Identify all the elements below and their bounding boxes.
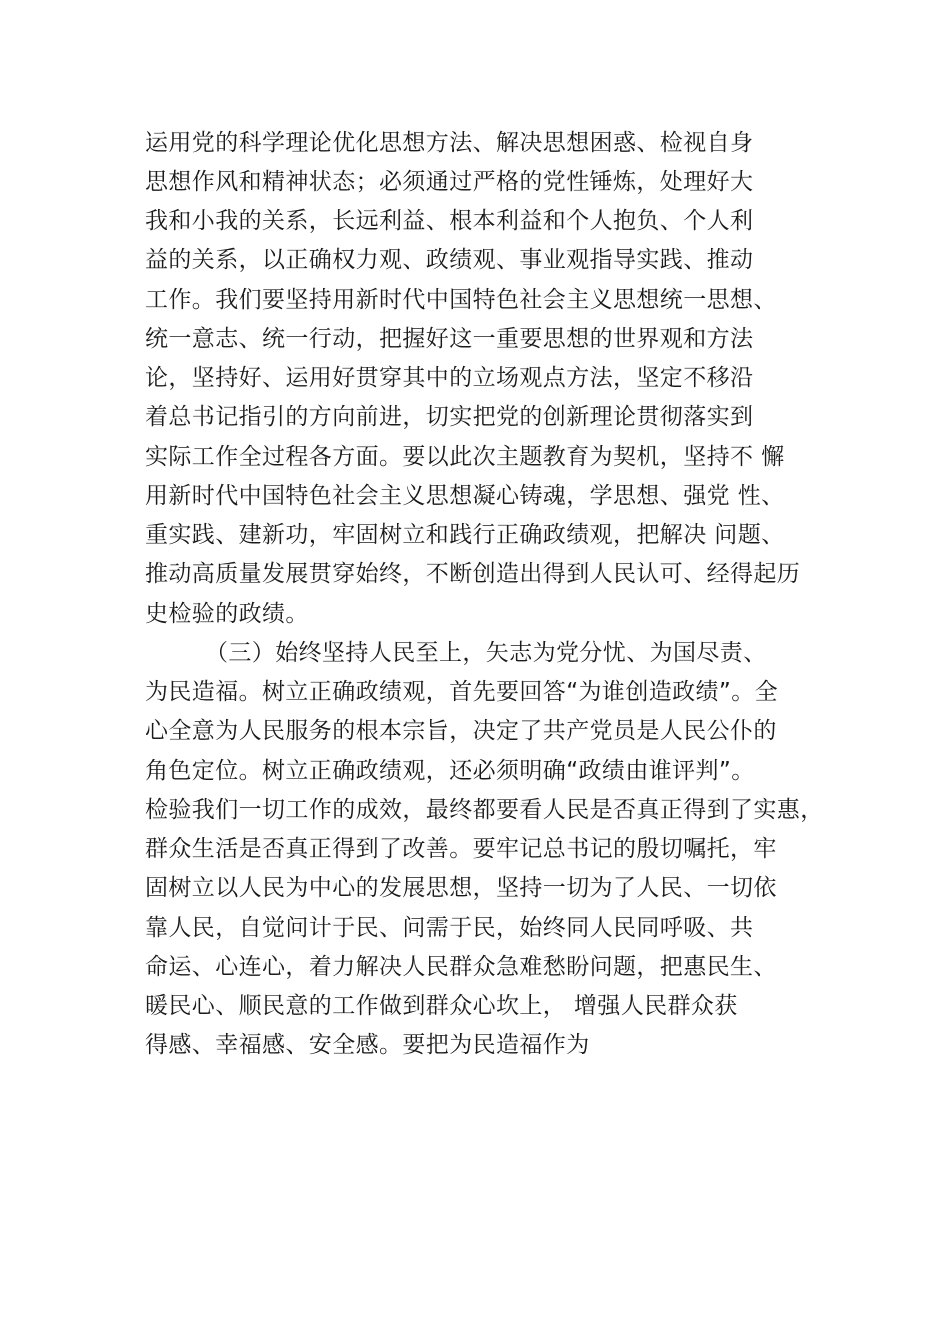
text-line: 用新时代中国特色社会主义思想凝心铸魂，学思想、强党 性、 xyxy=(145,483,785,509)
text-line: 论，坚持好、运用好贯穿其中的立场观点方法，坚定不移沿 xyxy=(145,365,754,391)
text-line: 统一意志、统一行动，把握好这一重要思想的世界观和方法 xyxy=(145,326,754,352)
text-line: 群众生活是否真正得到了改善。要牢记总书记的殷切嘱托，牢 xyxy=(145,836,777,862)
text-line: 史检验的政绩。 xyxy=(145,601,309,627)
text-line: 我和小我的关系，长远利益、根本利益和个人抱负、个人利 xyxy=(145,208,754,234)
text-line: 命运、心连心，着力解决人民群众急难愁盼问题，把惠民生、 xyxy=(145,954,777,980)
text-line: 靠人民，自觉问计于民、问需于民，始终同人民同呼吸、共 xyxy=(145,915,754,941)
text-line: 角色定位。树立正确政绩观，还必须明确“政绩由谁评判”。 xyxy=(145,758,755,784)
text-line: 为民造福。树立正确政绩观，首先要回答“为谁创造政绩”。全 xyxy=(145,679,779,705)
text-line: 着总书记指引的方向前进，切实把党的创新理论贯彻落实到 xyxy=(145,404,754,430)
text-line: 实际工作全过程各方面。要以此次主题教育为契机，坚持不 懈 xyxy=(145,444,785,470)
text-line: 心全意为人民服务的根本宗旨，决定了共产党员是人民公仆的 xyxy=(145,718,777,744)
text-line: 工作。我们要坚持用新时代中国特色社会主义思想统一思想、 xyxy=(145,287,777,313)
section-heading-line: （三）始终坚持人民至上，矢志为党分忧、为国尽责、 xyxy=(205,640,767,666)
text-line: 重实践、建新功，牢固树立和践行正确政绩观，把解决 问题、 xyxy=(145,522,785,548)
text-line: 益的关系，以正确权力观、政绩观、事业观指导实践、推动 xyxy=(145,247,754,273)
text-line: 运用党的科学理论优化思想方法、解决思想困惑、检视自身 xyxy=(145,130,754,156)
text-line: 固树立以人民为中心的发展思想，坚持一切为了人民、一切依 xyxy=(145,875,777,901)
text-line: 检验我们一切工作的成效，最终都要看人民是否真正得到了实惠， xyxy=(145,797,824,823)
text-line: 思想作风和精神状态；必须通过严格的党性锤炼，处理好大 xyxy=(145,169,754,195)
text-line: 得感、幸福感、安全感。要把为民造福作为 xyxy=(145,1032,590,1058)
text-line: 暖民心、顺民意的工作做到群众心坎上， 增强人民群众获 xyxy=(145,993,738,1019)
text-line: 推动高质量发展贯穿始终，不断创造出得到人民认可、经得起历 xyxy=(145,561,801,587)
